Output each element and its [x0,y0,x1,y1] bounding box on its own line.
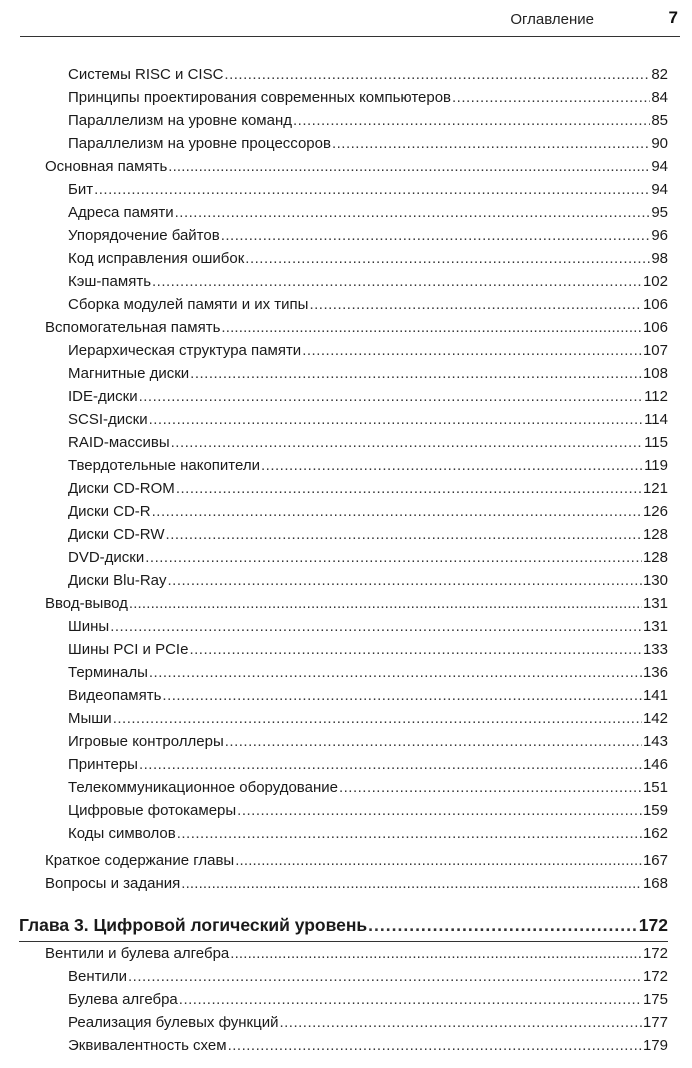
toc-entry [68,547,668,569]
toc-entry [68,708,668,730]
dot-leader [168,570,642,592]
toc-entry-page: 126 [642,503,668,520]
toc-section [45,873,668,895]
toc-section [45,850,668,872]
toc-entry-page: 106 [642,319,668,336]
toc-entry-title: Шины PCI и PCIe [68,641,189,658]
dot-leader [152,271,642,293]
dot-leader [339,777,642,799]
toc-entry [68,800,668,822]
toc-entry [68,777,668,799]
dot-leader [181,873,642,895]
toc-entry-title: Сборка модулей памяти и их типы [68,296,309,313]
dot-leader [452,87,650,109]
dot-leader [177,823,642,845]
toc-entry [68,386,668,408]
dot-leader [279,1012,642,1034]
toc-entry-page: 128 [642,526,668,543]
toc-entry-page: 115 [644,434,668,451]
toc-entry-title: Глава 3. Цифровой логический уровень [19,915,368,935]
dot-leader [166,524,642,546]
dot-leader [190,363,642,385]
toc-entry-page: 172 [642,945,668,962]
toc-entry-title: Вентили [68,968,128,985]
toc-entry-title: Бит [68,181,94,198]
toc-entry-title: Видеопамять [68,687,162,704]
toc-entry-page: 84 [651,89,668,106]
toc-entry-page: 159 [642,802,668,819]
toc-entry-page: 94 [651,158,668,175]
dot-leader [302,340,642,362]
toc-entry-title: Адреса памяти [68,204,174,221]
toc-entry-page: 162 [642,825,668,842]
toc-section [45,943,668,965]
toc-entry [68,271,668,293]
toc-entry-title: Диски CD-R [68,503,151,520]
toc-entry [68,1012,668,1034]
toc-entry-page: 167 [642,852,668,869]
toc-entry [68,823,668,845]
toc-entry-page: 175 [642,991,668,1008]
toc-chapter-heading [19,911,668,939]
toc-entry-title: Коды символов [68,825,176,842]
toc-entry-title: Шины [68,618,110,635]
toc-entry-page: 172 [642,968,668,985]
toc-entry-title: SCSI-диски [68,411,148,428]
toc-entry-page: 177 [642,1014,668,1031]
dot-leader [179,989,642,1011]
dot-leader [293,110,650,132]
toc-entry-page: 107 [642,342,668,359]
toc-entry-title: Иерархическая структура памяти [68,342,302,359]
toc-entry-page: 128 [642,549,668,566]
toc-entry [68,685,668,707]
toc-entry-title: Диски CD-ROM [68,480,175,497]
toc-section [45,156,668,178]
toc-entry [68,966,668,988]
toc-entry [68,616,668,638]
dot-leader [171,432,643,454]
toc-entry-page: 172 [638,915,668,935]
toc-entry-page: 119 [644,457,668,474]
dot-leader [189,639,642,661]
dot-leader [309,294,642,316]
toc-entry-title: Основная память [45,158,168,175]
toc-entry-title: Игровые контроллеры [68,733,224,750]
toc-entry [68,989,668,1011]
toc-entry [68,731,668,753]
toc-entry-title: Вентили и булева алгебра [45,945,230,962]
toc-entry [68,202,668,224]
header-divider [20,36,680,37]
toc-entry [68,478,668,500]
dot-leader [175,202,651,224]
dot-leader [94,179,650,201]
toc-entry-page: 106 [642,296,668,313]
toc-entry [68,570,668,592]
toc-entry [68,294,668,316]
toc-entry-title: Телекоммуникационное оборудование [68,779,338,796]
dot-leader [176,478,642,500]
toc-entry-title: Вспомогательная память [45,319,221,336]
toc-entry [68,1035,668,1057]
toc-entry [68,133,668,155]
toc-entry-title: Принтеры [68,756,138,773]
toc-entry-page: 168 [642,875,668,892]
toc-entry-title: Краткое содержание главы [45,852,235,869]
toc-entry-title: Принципы проектирования современных компьютеров [68,89,452,106]
toc-entry-page: 131 [642,595,668,612]
dot-leader [228,1035,642,1057]
toc-entry-title: Ввод-вывод [45,595,128,612]
toc-entry-page: 102 [642,273,668,290]
dot-leader [237,800,642,822]
dot-leader [149,662,642,684]
toc-entry-title: Диски CD-RW [68,526,165,543]
toc-entry-title: Мыши [68,710,112,727]
toc-entry-page: 136 [642,664,668,681]
toc-entry-page: 179 [642,1037,668,1054]
toc-entry [68,524,668,546]
toc-entry-page: 130 [642,572,668,589]
toc-entry-title: Терминалы [68,664,148,681]
dot-leader [152,501,642,523]
toc-entry-page: 90 [651,135,668,152]
toc-entry-title: Параллелизм на уровне процессоров [68,135,331,152]
toc-entry-title: Магнитные диски [68,365,190,382]
toc-entry-title: DVD-диски [68,549,145,566]
dot-leader [145,547,642,569]
toc-entry-page: 121 [642,480,668,497]
toc-entry-page: 143 [642,733,668,750]
toc-entry [68,363,668,385]
toc-entry-page: 131 [642,618,668,635]
toc-entry-page: 98 [651,250,668,267]
toc-entry-page: 133 [642,641,668,658]
toc-entry-page: 108 [642,365,668,382]
toc-entry-title: RAID-массивы [68,434,170,451]
toc-entry-page: 146 [642,756,668,773]
toc-entry-title: Эквивалентность схем [68,1037,227,1054]
dot-leader [110,616,642,638]
dot-leader [129,593,642,615]
toc-entry [68,754,668,776]
toc-entry [68,662,668,684]
dot-leader [368,911,638,939]
dot-leader [168,156,650,178]
dot-leader [225,731,642,753]
toc-entry [68,455,668,477]
toc-entry-page: 151 [642,779,668,796]
toc-entry-title: Диски Blu-Ray [68,572,167,589]
toc-entry-page: 85 [651,112,668,129]
toc-entry [68,179,668,201]
dot-leader [261,455,643,477]
page-number: 7 [668,8,678,27]
toc-entry [68,409,668,431]
dot-leader [235,850,642,872]
toc-entry-title: Твердотельные накопители [68,457,260,474]
toc-entry-page: 94 [651,181,668,198]
toc-entry-page: 112 [644,388,668,405]
toc-entry-title: IDE-диски [68,388,138,405]
toc-entry-page: 96 [651,227,668,244]
toc-section [45,317,668,339]
toc-entry-title: Реализация булевых функций [68,1014,279,1031]
dot-leader [230,943,642,965]
toc-entry-title: Параллелизм на уровне команд [68,112,292,129]
toc-entry [68,639,668,661]
toc-section [45,593,668,615]
toc-entry-title: Цифровые фотокамеры [68,802,237,819]
toc-entry-page: 95 [651,204,668,221]
dot-leader [139,754,642,776]
dot-leader [162,685,642,707]
toc-entry [68,225,668,247]
toc-entry-title: Код исправления ошибок [68,250,245,267]
toc-entry-page: 82 [651,66,668,83]
toc-entry-title: Кэш-память [68,273,152,290]
dot-leader [224,64,650,86]
toc-entry-title: Упорядочение байтов [68,227,220,244]
dot-leader [113,708,642,730]
toc-entry-page: 141 [642,687,668,704]
toc-entry [68,248,668,270]
dot-leader [139,386,644,408]
page-header [20,0,680,38]
dot-leader [149,409,644,431]
dot-leader [245,248,650,270]
toc-entry-title: Системы RISC и CISC [68,66,224,83]
toc-entry [68,501,668,523]
chapter-divider [19,941,668,942]
dot-leader [221,317,642,339]
toc-entry [68,110,668,132]
toc-entry-title: Булева алгебра [68,991,178,1008]
toc-entry-page: 142 [642,710,668,727]
dot-leader [332,133,650,155]
toc-entry-page: 114 [644,411,668,428]
toc-entry [68,87,668,109]
running-head-title: Оглавление [510,11,594,28]
toc-entry [68,64,668,86]
toc-entry-title: Вопросы и задания [45,875,181,892]
dot-leader [128,966,642,988]
toc-entry [68,432,668,454]
dot-leader [221,225,651,247]
toc-entry [68,340,668,362]
